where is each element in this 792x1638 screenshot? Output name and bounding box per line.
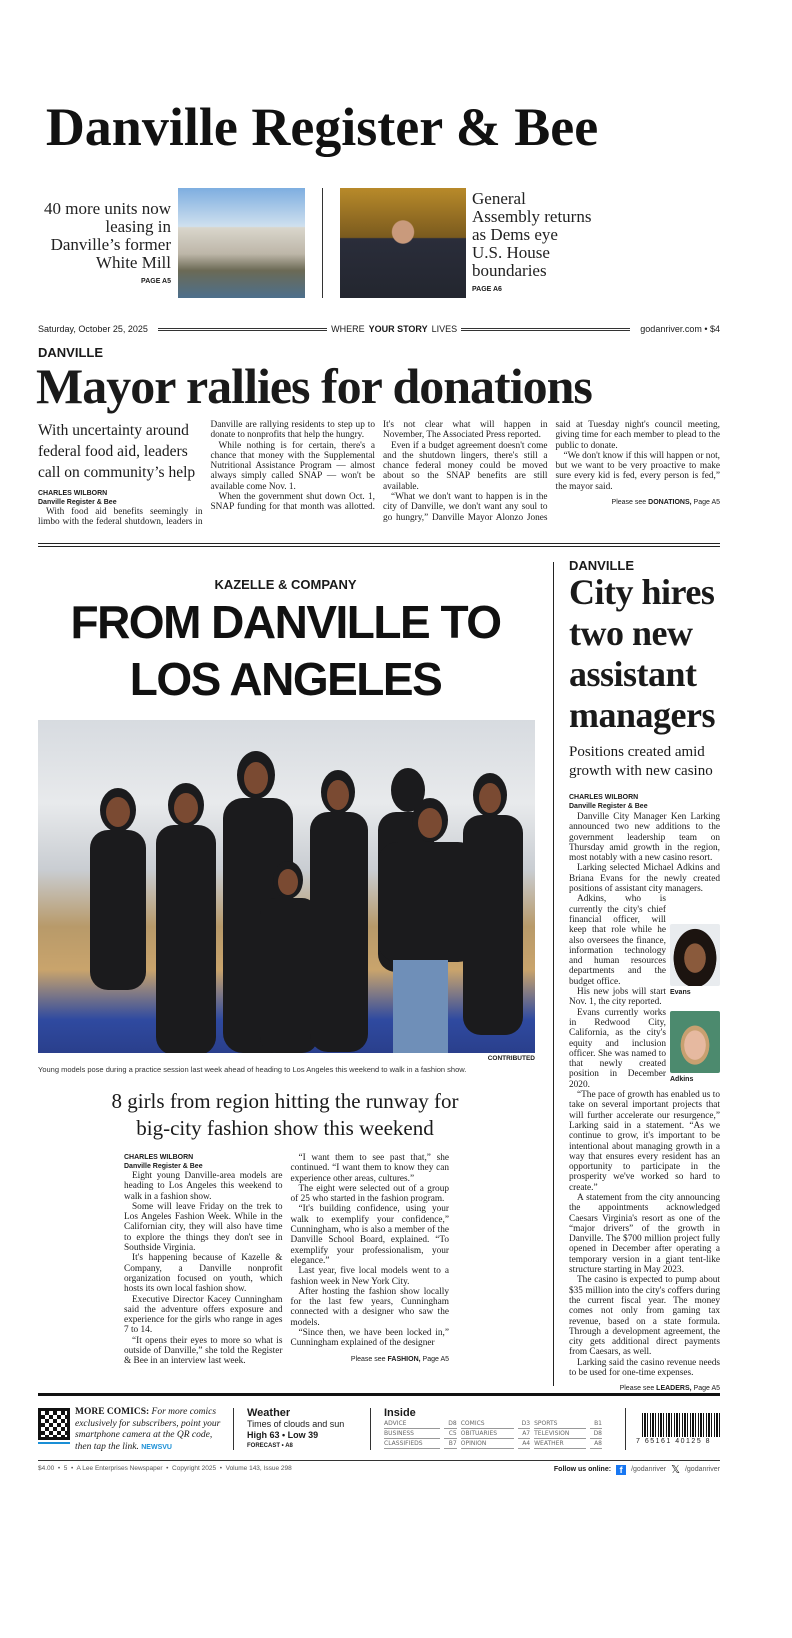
byline-outlet: Danville Register & Bee: [124, 1163, 203, 1170]
article-paragraph: Larking said the casino revenue needs to be used for one-time expenses.: [569, 1357, 720, 1379]
article-paragraph: While nothing is for certain, there's a chance that money with the Supplemental Nutritional Assistance Program — almost always simply called SNAP — won't be available come Nov. 1.: [210, 440, 375, 492]
headshot-photo: [670, 1011, 720, 1073]
inside-section[interactable]: OBITUARIES: [461, 1429, 514, 1439]
bottom-divider: [38, 1393, 720, 1396]
jump-fashion[interactable]: Please see FASHION, Page A5: [350, 1355, 449, 1363]
masthead: Danville Register & Bee: [45, 97, 599, 157]
inside-page[interactable]: B7: [444, 1439, 456, 1449]
white-mill-photo: [178, 188, 305, 298]
article-paragraph: Last year, five local models went to a fashion week in New York City.: [290, 1266, 449, 1287]
headshot-caption: Evans: [670, 989, 691, 997]
article-paragraph: After hosting the fashion show locally for the last few years, Cunningham connected with a designer who saw the models.: [290, 1286, 449, 1328]
comics-title: MORE COMICS:: [75, 1407, 150, 1417]
inside-page[interactable]: A7: [518, 1429, 530, 1439]
teaser-headline: General Assembly returns as Dems eye U.S. House boundaries: [472, 189, 592, 280]
divider: [322, 188, 323, 298]
inside-page[interactable]: D8: [590, 1429, 602, 1439]
weather-forecast-link: FORECAST • A8: [247, 1443, 293, 1449]
inside-page[interactable]: C5: [444, 1429, 456, 1439]
article-paragraph: A statement from the city announcing the appointments acknowledged Caesars Virginia's resort as one of the “major drivers” of the growth in Danville. The $700 million project fully opened in December after operating a temporary version in a giant tent-like structure starting in May 2023.: [569, 1192, 720, 1276]
article-paragraph: “I want them to see past that,” she continued. “I want them to know they can experience other areas, cultures.”: [290, 1153, 449, 1184]
inside-title: Inside: [384, 1407, 416, 1419]
inside-index: [384, 1407, 610, 1449]
weather-box[interactable]: [247, 1408, 367, 1452]
inside-section[interactable]: ADVICE: [384, 1419, 440, 1429]
article-paragraph: “The pace of growth has enabled us to take on several important projects that will further accelerate our resurgence,” Larking said in a statement. “As we continue to grow, it's important to be intentional about managing growth in a way that ensures every resident has an opportunity to participate in the prosperity we've worked so hard to create.”: [569, 1090, 720, 1193]
article-paragraph: The casino is expected to pump about $35 million into the city's coffers during the current fiscal year. The money comes not only from gaming tax revenue, based on a state formula. Through a development agreement, the city gets additional direct payments from Caesars, as well.: [569, 1275, 720, 1358]
inside-page[interactable]: D8: [444, 1419, 456, 1429]
headshot-caption: Adkins: [670, 1075, 694, 1083]
article-paragraph: The eight were selected out of a group of 25 who started in the fashion program.: [290, 1183, 449, 1205]
lead-deck: With uncertainty around federal food aid, leaders call on community’s help: [38, 422, 196, 481]
side-article: [569, 793, 720, 1393]
divider: [625, 1408, 626, 1450]
inside-section[interactable]: BUSINESS: [384, 1429, 440, 1439]
facebook-handle[interactable]: /godanriver: [631, 1466, 667, 1473]
follow-label: Follow us online:: [553, 1466, 612, 1473]
column-divider: [553, 562, 554, 1386]
article-paragraph: Danville City Manager Ken Larking announced two new additions to the government leadership team on Thursday amid growth in the region, most notably with a new casino resort.: [569, 812, 720, 864]
teaser-white-mill[interactable]: [40, 200, 171, 285]
side-subhead: Positions created amid growth with new casino: [569, 744, 713, 779]
issue-date: Saturday, October 25, 2025: [38, 324, 148, 334]
article-paragraph: Larking selected Michael Adkins and Briana Evans for the newly created positions of assistant city managers.: [569, 863, 720, 895]
side-kicker: DANVILLE: [569, 558, 634, 573]
article-paragraph: It's happening because of Kazelle & Company, a Danville nonprofit organization focused on youth, which hosts its own local fashion show.: [124, 1253, 283, 1295]
article-paragraph: “We don't know if this will happen or not, but we want to be very proactive to make sure every kid is fed, every person is fed,” the mayor said.: [555, 450, 720, 492]
more-comics-promo[interactable]: [75, 1407, 225, 1453]
adkins-headshot: [670, 1011, 720, 1085]
jump-leaders[interactable]: Please see LEADERS, Page A5: [619, 1385, 720, 1393]
inside-section[interactable]: CLASSIFIEDS: [384, 1439, 440, 1449]
slogan-bold: YOUR STORY: [368, 324, 428, 334]
slogan-post: LIVES: [431, 324, 458, 334]
lead-article: [38, 420, 720, 528]
website-price[interactable]: godanriver.com • $4: [640, 324, 720, 334]
general-assembly-photo: [340, 188, 466, 298]
article-paragraph: Executive Director Kacey Cunningham said the adventure offers exposure and experience for the girls who range in ages 7 to 14.: [124, 1294, 283, 1336]
article-paragraph: With food aid benefits seemingly in limbo with the federal shutdown, leaders in Danville are rallying residents to step up to donate to nonprofits that help the hungry.: [38, 420, 375, 528]
inside-section[interactable]: SPORTS: [534, 1419, 586, 1429]
qr-code-icon[interactable]: [38, 1408, 70, 1440]
inside-page[interactable]: A4: [518, 1439, 530, 1449]
article-paragraph: “What we don't want to happen is in the city of Danville, we don't want any soul to go hungry,” Danville Mayor Alonzo Jones said at Tuesday night's council meeting, giving time for each member to plead to the public to donate.: [383, 420, 720, 523]
models-group-image: [38, 720, 535, 1053]
weather-title: Weather: [247, 1407, 291, 1419]
barcode-number: 7 65161 40125 8: [636, 1438, 712, 1445]
feature-kicker: KAZELLE & COMPANY: [214, 577, 357, 592]
divider: [233, 1408, 234, 1450]
byline-author: CHARLES WILBORN: [124, 1154, 194, 1161]
inside-section[interactable]: OPINION: [461, 1439, 514, 1449]
article-paragraph: Some will leave Friday on the trek to Los Angeles Fashion Week. While in the Californian city, they will also have time to explore the things they don't see in Southside Virginia.: [124, 1201, 283, 1254]
newsvu-logo: NEWSVU: [141, 1443, 172, 1451]
teaser-general-assembly[interactable]: [472, 190, 592, 293]
x-handle[interactable]: /godanriver: [684, 1466, 720, 1473]
article-paragraph: Adkins, who is currently the city's chief financial officer, will keep that role while he also oversees the finance, information technology and human resources departments and the budget office.: [569, 894, 666, 987]
article-paragraph: “It opens their eyes to more so what is outside of Danville,” she told the Register & Bee in an interview last week.: [124, 1335, 283, 1367]
slogan-pre: WHERE: [331, 324, 365, 334]
lead-kicker: DANVILLE: [38, 345, 103, 360]
weather-desc: Times of clouds and sun: [247, 1419, 345, 1429]
weather-temps: High 63 • Low 39: [247, 1430, 319, 1440]
social-links: [554, 1463, 720, 1476]
comics-text: For more comics exclusively for subscribers, point your smartphone camera at the QR code, then tap the link.: [75, 1407, 221, 1452]
facebook-icon[interactable]: f: [616, 1465, 626, 1475]
byline-author: CHARLES WILBORN: [569, 794, 639, 801]
article-paragraph: When the government shut down Oct. 1, SNAP funding for that month was allotted. It's not clear what will happen in November, The Associated Press reported.: [210, 420, 548, 513]
photo-caption: Young models pose during a practice session last week ahead of heading to Los Angeles this weekend to walk in a fashion show.: [38, 1065, 467, 1074]
article-paragraph: “Since then, we have been locked in,” Cunningham explained of the designer: [290, 1328, 449, 1349]
divider: [370, 1408, 371, 1450]
qr-underline: [38, 1442, 70, 1444]
inside-page[interactable]: A8: [590, 1439, 602, 1449]
photo-credit: CONTRIBUTED: [487, 1055, 535, 1062]
inside-page[interactable]: D3: [518, 1419, 530, 1429]
teaser-headline: 40 more units now leasing in Danville’s former White Mill: [43, 199, 171, 272]
teaser-page: PAGE A6: [472, 286, 502, 293]
feature-subhead: 8 girls from region hitting the runway for big-city fashion show this weekend: [111, 1089, 459, 1140]
date-bar: [38, 322, 720, 336]
byline-outlet: Danville Register & Bee: [569, 803, 648, 810]
teaser-page: PAGE A5: [141, 278, 171, 285]
x-icon[interactable]: 𝕏: [671, 1464, 680, 1476]
lead-headline[interactable]: Mayor rallies for donations: [36, 358, 592, 414]
inside-page[interactable]: B1: [590, 1419, 602, 1429]
article-paragraph: Evans currently works in Redwood City, California, as the city's equity and inclusion officer. She was named to that newly created position in December 2020.: [569, 1007, 666, 1090]
byline-author: CHARLES WILBORN: [38, 490, 108, 497]
headshot-photo: [670, 924, 720, 986]
barcode: [642, 1413, 720, 1437]
jump-donations[interactable]: Please see DONATIONS, Page A5: [611, 499, 720, 507]
evans-headshot: [670, 924, 720, 998]
article-paragraph: Eight young Danville-area models are heading to Los Angeles this weekend to walk in a fashion show.: [124, 1171, 283, 1202]
footer-info: $4.00 • 5 • A Lee Enterprises Newspaper • Copyright 2025 • Volume 143, Issue 298: [38, 1465, 292, 1472]
feature-article: [124, 1153, 449, 1367]
section-divider: [38, 543, 720, 547]
article-paragraph: “It's building confidence, using your walk to exemplify your confidence,” Cunningham, who is also a member of the Danville School Board, explained. “To exemplify your professionalism, your elegance.”: [290, 1204, 449, 1266]
footer-divider: [38, 1460, 720, 1461]
article-paragraph: His new jobs will start Nov. 1, the city reported.: [569, 987, 666, 1008]
side-headline[interactable]: City hires two new assistant managers: [569, 572, 715, 735]
inside-section[interactable]: COMICS: [461, 1419, 514, 1429]
inside-section[interactable]: TELEVISION: [534, 1429, 586, 1439]
inside-section[interactable]: WEATHER: [534, 1439, 586, 1449]
feature-headline[interactable]: FROM DANVILLE TO LOS ANGELES: [70, 596, 501, 705]
feature-photo: [38, 720, 535, 1053]
article-paragraph: Even if a budget agreement doesn't come and the shutdown lingers, there's still a chance federal money could be moved about so the SNAP benefits are still available.: [383, 440, 548, 492]
byline-outlet: Danville Register & Bee: [38, 499, 117, 506]
